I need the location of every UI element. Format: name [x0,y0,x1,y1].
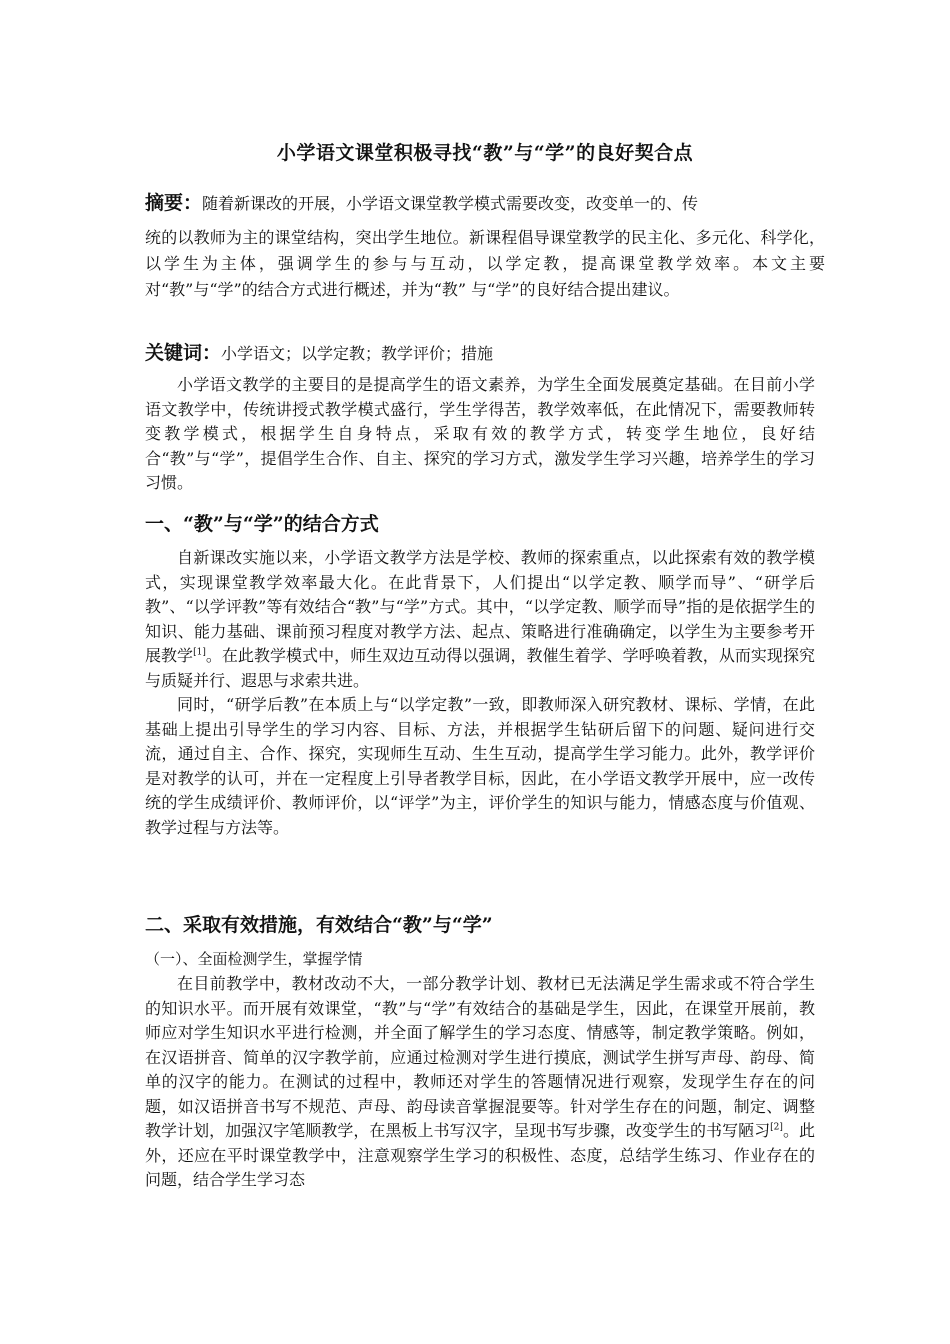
section1-paragraph-1 [145,546,815,693]
section1-body [145,546,815,840]
section2-paragraph-1 [145,972,815,1193]
keywords [145,338,825,369]
citation-ref-1: [1] [193,647,206,658]
subsection-heading-1: （一）、全面检测学生，掌握学情 [145,950,363,968]
abstract [145,188,825,303]
citation-ref-2: [2] [770,1122,783,1133]
intro-paragraph: 小学语文教学的主要目的是提高学生的语文素养，为学生全面发展奠定基础。在目前小学语文教学中，传统讲授式教学模式盛行，学生学得苦，教学效率低，在此情况下，需要教师转变教学模式，根据学生自身特点，采取有效的教学方式，转变学生地位，良好结合“教”与“学”，提倡学生合作、自主、探究的学习方式，激发学生学习兴趣，培养学生的学习习惯。 [145,375,815,492]
section2-heading: 二、采取有效措施，有效结合“教”与“学” [145,914,493,936]
abstract-text-start: 随着新课改的开展，小学语文课堂教学模式需要改变，改变单一的、传 [202,194,699,213]
keywords-label: 关键词： [145,342,222,364]
abstract-text-rest: 统的以教师为主的课堂结构，突出学生地位。新课程倡导课堂教学的民主化、多元化、科学化，以学生为主体，强调学生的参与与互动，以学定教，提高课堂教学效率。本文主要对“教”与“学”的结合方式进行概述，并为“教” 与“学”的良好结合提出建议。 [145,228,825,299]
section1-paragraph-2: 同时，“研学后教”在本质上与“以学定教”一致，即教师深入研究教材、课标、学情，在此基础上提出引导学生的学习内容、目标、方法，并根据学生钻研后留下的问题、疑问进行交流，通过自主、合作、探究，实现师生互动、生生互动，提高学生学习能力。此外，教学评价是对教学的认可，并在一定程度上引导者教学目标，因此，在小学语文教学开展中，应一改传统的学生成绩评价、教师评价，以“评学”为主，评价学生的知识与能力，情感态度与价值观、教学过程与方法等。 [145,695,815,837]
section1-p1-text-end: 。在此教学模式中，师生双边互动得以强调，教催生着学、学呼唤着教，从而实现探究与质疑并行、遐思与求索共进。 [145,646,815,690]
abstract-first-line [145,188,825,219]
section1-heading: 一、“教”与“学”的结合方式 [145,513,379,535]
paper-title: 小学语文课堂积极寻找“教”与“学”的良好契合点 [276,142,694,164]
abstract-label: 摘要： [145,192,203,214]
section2-p1-text: 在目前教学中，教材改动不大，一部分教学计划、教材已无法满足学生需求或不符合学生的知识水平。而开展有效课堂，“教”与“学”有效结合的基础是学生，因此，在课堂开展前，教师应对学生知识水平进行检测，并全面了解学生的学习态度、情感等，制定教学策略。例如，在汉语拼音、简单的汉字教学前，应通过检测对学生进行摸底，测试学生拼写声母、韵母、简单的汉字的能力。在测试的过程中，教师还对学生的答题情况进行观察，发现学生存在的问题，如汉语拼音书写不规范、声母、韵母读音掌握混要等。针对学生存在的问题，制定、调整教学计划，加强汉字笔顺教学，在黑板上书写汉字，呈现书写步骤，改变学生的书写陋习 [145,974,815,1140]
section2-p1-text-end: 。此外，还应在平时课堂教学中，注意观察学生学习的积极性、态度，总结学生练习、作业存在的问题，结合学生学习态 [145,1121,815,1189]
keywords-text: 小学语文；以学定教；教学评价；措施 [221,344,494,363]
section2-body [145,947,815,1193]
section1-p1-text: 自新课改实施以来，小学语文教学方法是学校、教师的探索重点，以此探索有效的教学模式，实现课堂教学效率最大化。在此背景下，人们提出“以学定教、顺学而导”、“研学后教”、“以学评教”等有效结合“教”与“学”方式。其中，“以学定教、顺学而导”指的是依据学生的知识、能力基础、课前预习程度对教学方法、起点、策略进行准确确定，以学生为主要参考开展教学 [145,548,815,665]
